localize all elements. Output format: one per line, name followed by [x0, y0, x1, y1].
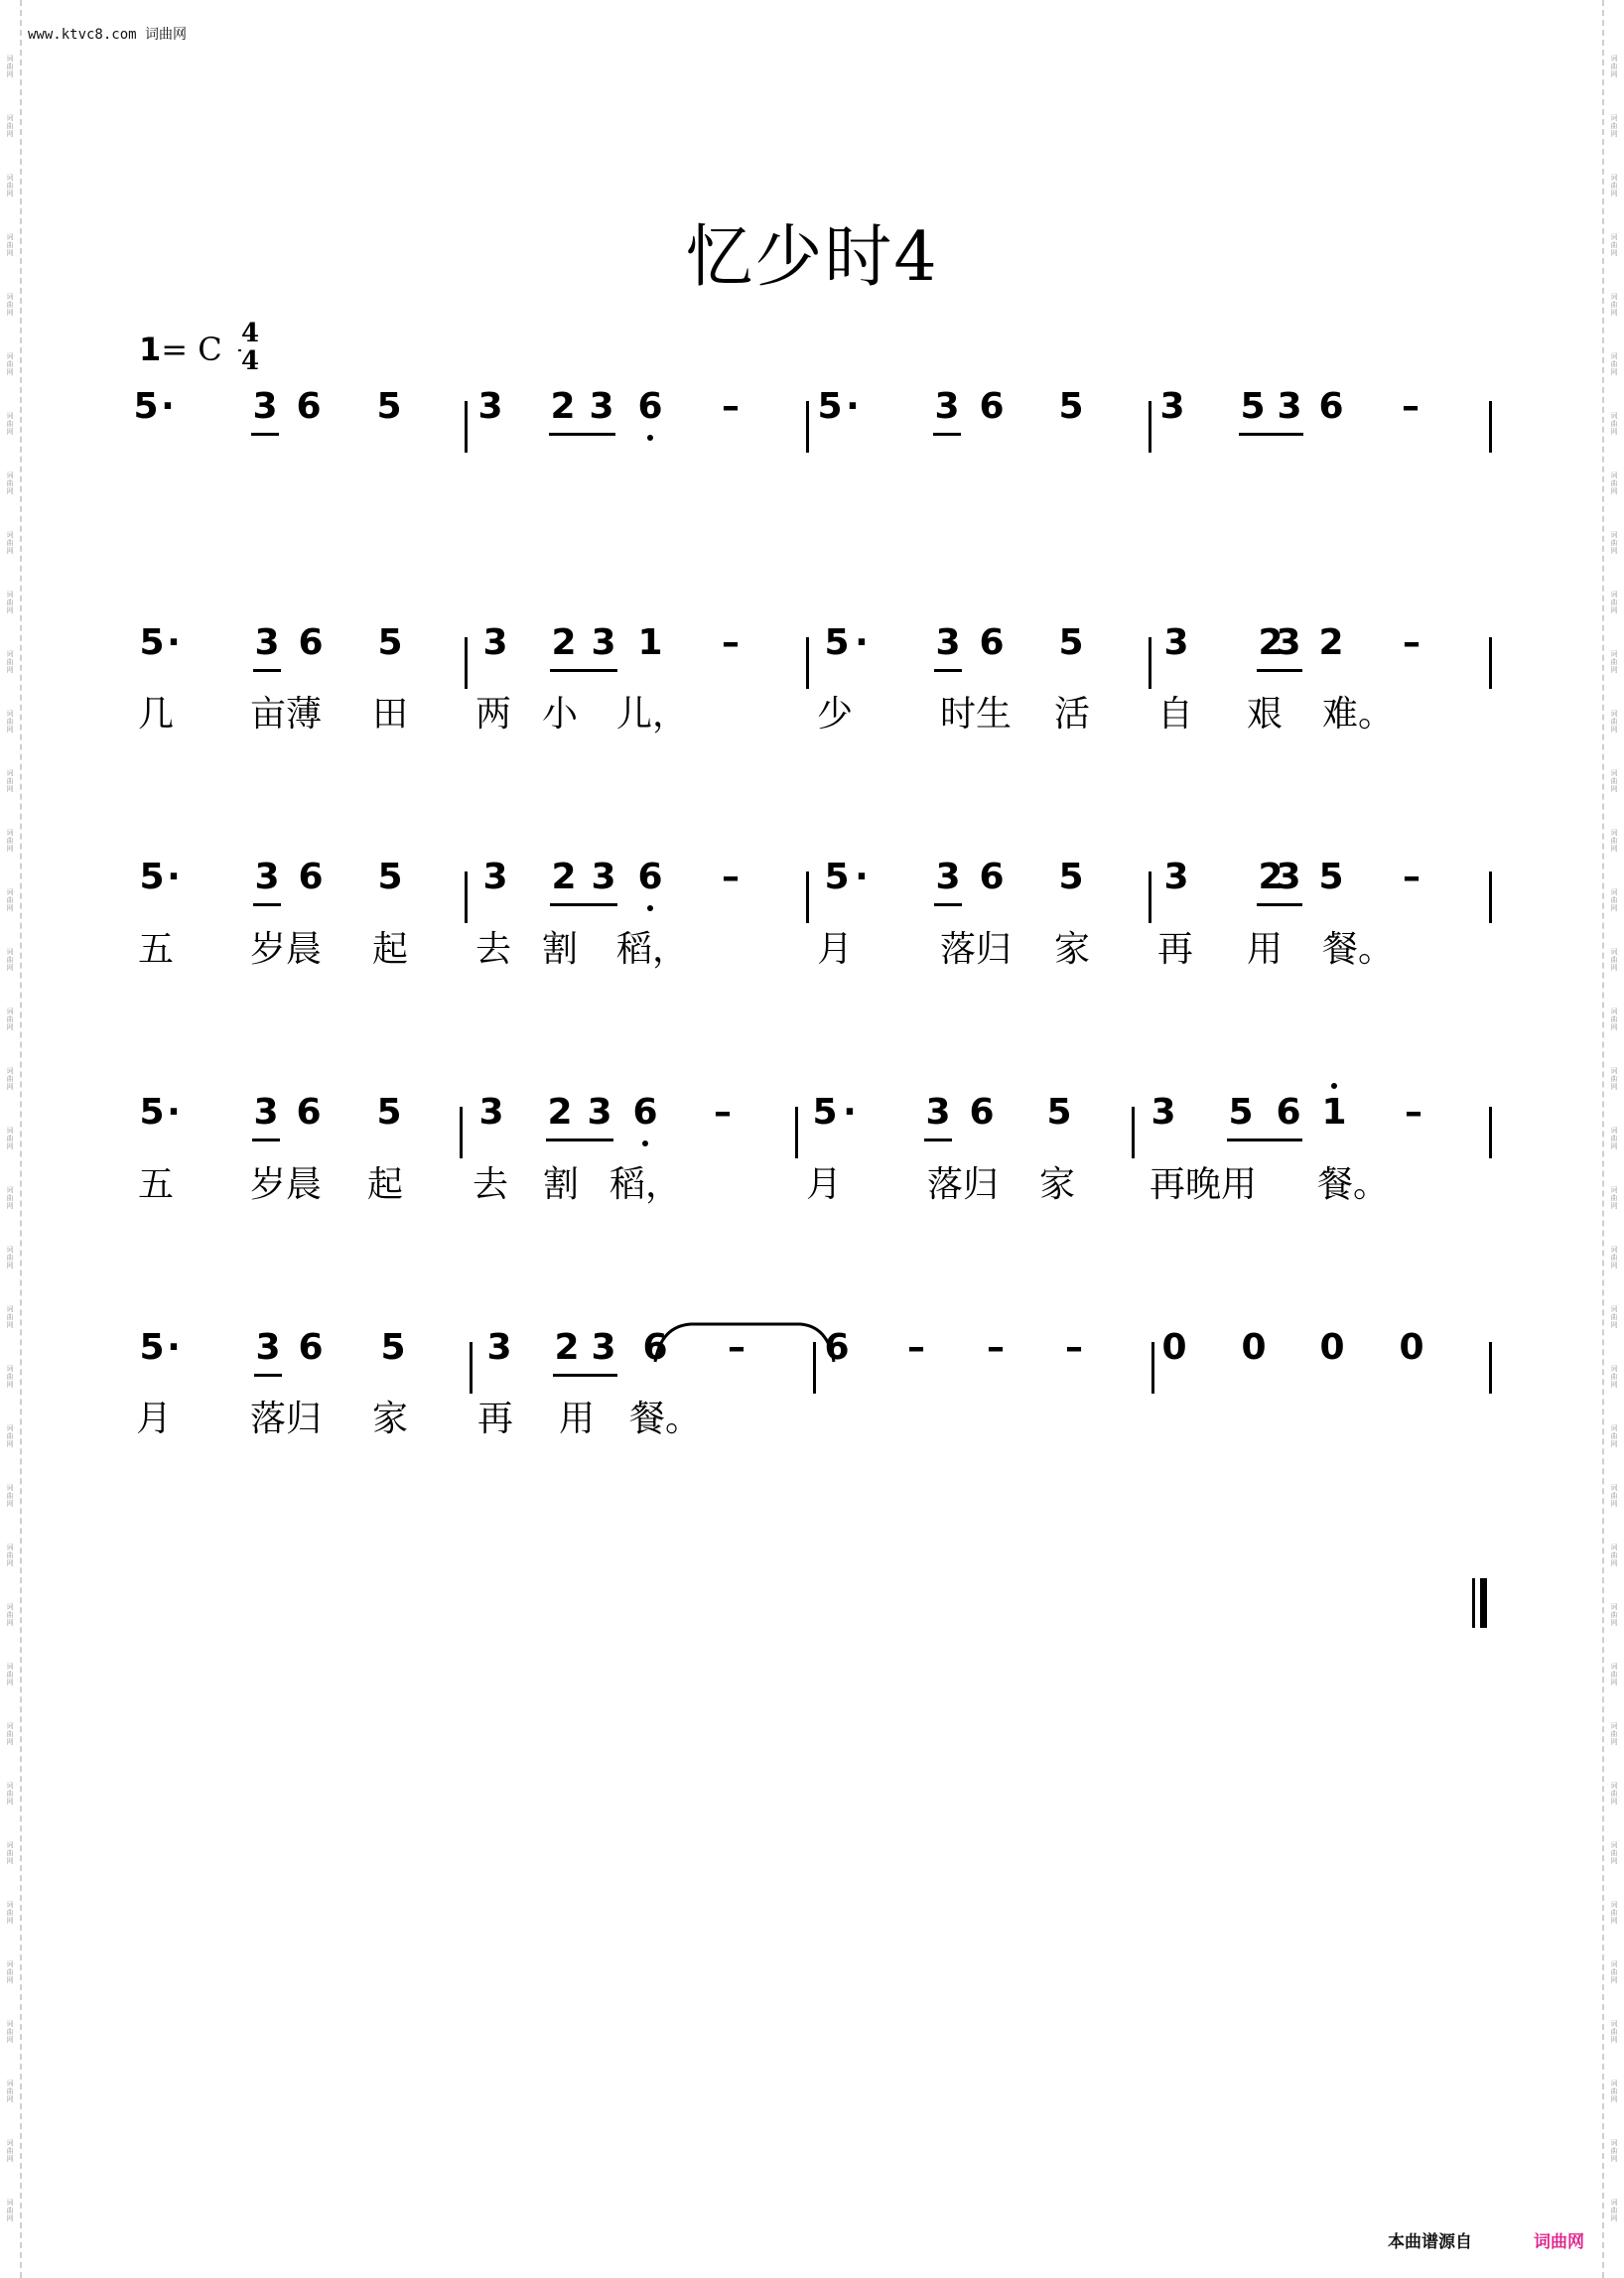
barline	[806, 401, 809, 453]
eighth-note-underline	[934, 903, 962, 906]
eighth-note-underline	[252, 1139, 280, 1141]
note: 3	[252, 386, 278, 427]
note: 3	[591, 857, 616, 897]
eighth-note-underline	[550, 669, 617, 672]
barline	[1489, 871, 1492, 923]
lyric-syllable: 儿，	[615, 694, 689, 735]
side-watermark-text: 词 曲 网	[6, 412, 14, 436]
note: 5	[817, 386, 843, 427]
note: 6	[637, 386, 663, 427]
eighth-note-underline	[251, 433, 279, 436]
note: 6	[296, 386, 322, 427]
side-watermark-text: 词 曲 网	[1610, 829, 1618, 853]
note: 3	[1163, 857, 1189, 897]
lyric-syllable: 难。	[1321, 694, 1395, 735]
side-watermark-text: 词 曲 网	[6, 2139, 14, 2163]
sustain-dash: –	[722, 622, 740, 663]
note: 5	[376, 1092, 402, 1133]
side-watermark-text: 词 曲 网	[1610, 1722, 1618, 1746]
side-watermark-text: 词 曲 网	[6, 650, 14, 674]
side-watermark-text: 词 曲 网	[6, 1663, 14, 1686]
lyric-syllable: 稻，	[615, 929, 689, 970]
side-watermark-text: 词 曲 网	[6, 1067, 14, 1091]
side-watermark-text: 词 曲 网	[1610, 650, 1618, 674]
note: 3	[477, 386, 503, 427]
lyric-syllable: 五	[137, 1164, 175, 1205]
side-watermark-text: 词 曲 网	[6, 2020, 14, 2044]
barline	[465, 401, 468, 453]
note: 0	[1319, 1327, 1345, 1368]
tie-arc	[651, 1318, 850, 1378]
side-watermark-text: 词 曲 网	[1610, 1782, 1618, 1806]
lyric-syllable: 用	[1246, 929, 1284, 970]
lyric-syllable: 用	[558, 1399, 596, 1439]
note: 0	[1399, 1327, 1424, 1368]
side-watermark-text: 词 曲 网	[6, 2199, 14, 2222]
side-watermark-text: 词 曲 网	[6, 769, 14, 793]
side-watermark-text: 词 曲 网	[6, 352, 14, 376]
barline	[1489, 637, 1492, 689]
side-watermark-text: 词 曲 网	[6, 1246, 14, 1270]
note: 5	[824, 857, 850, 897]
sustain-dash: –	[728, 1327, 745, 1368]
sustain-dash: –	[714, 1092, 732, 1133]
note: 5	[139, 857, 165, 897]
barline	[806, 637, 809, 689]
side-watermark-text: 词 曲 网	[1610, 710, 1618, 734]
side-watermark-text: 词 曲 网	[1610, 233, 1618, 257]
side-watermark-text: 词 曲 网	[1610, 1901, 1618, 1925]
note: 2	[1258, 857, 1284, 897]
note: 6	[298, 1327, 324, 1368]
note: 3	[1159, 386, 1185, 427]
lyric-syllable: 自	[1156, 694, 1194, 735]
note: 0	[1161, 1327, 1187, 1368]
sustain-dash: –	[1403, 857, 1421, 897]
note: 3	[589, 386, 614, 427]
side-watermark-text: 词 曲 网	[6, 1424, 14, 1448]
lyric-syllable: 月	[135, 1399, 173, 1439]
side-watermark-text: 词 曲 网	[6, 233, 14, 257]
augmentation-dot: ·	[855, 857, 869, 897]
lyric-syllable: 餐。	[1316, 1164, 1390, 1205]
barline	[460, 1107, 463, 1158]
note: 3	[935, 857, 961, 897]
side-watermark-text: 词 曲 网	[1610, 2020, 1618, 2044]
note: 2	[550, 386, 576, 427]
note: 2	[554, 1327, 580, 1368]
side-watermark-text: 词 曲 网	[1610, 769, 1618, 793]
lyric-syllable: 落归	[249, 1399, 323, 1439]
eighth-note-underline	[253, 903, 281, 906]
note: 3	[478, 1092, 504, 1133]
lyric-syllable: 割	[542, 1164, 580, 1205]
side-watermark-text: 词 曲 网	[1610, 591, 1618, 614]
lyric-syllable: 起	[366, 1164, 404, 1205]
note: 6	[637, 857, 663, 897]
note: 5	[1228, 1092, 1254, 1133]
side-watermark-text: 词 曲 网	[1610, 1186, 1618, 1210]
sustain-dash: –	[987, 1327, 1005, 1368]
side-watermark-text: 词 曲 网	[1610, 412, 1618, 436]
lyric-syllable: 小	[541, 694, 579, 735]
note: 6	[296, 1092, 322, 1133]
side-watermark-text: 词 曲 网	[6, 1007, 14, 1031]
side-watermark-text: 词 曲 网	[1610, 1960, 1618, 1984]
note: 5	[1318, 857, 1344, 897]
side-watermark-text: 词 曲 网	[1610, 1603, 1618, 1627]
barline	[795, 1107, 798, 1158]
note: 3	[482, 857, 508, 897]
note: 2	[1258, 622, 1284, 663]
augmentation-dot: ·	[167, 622, 181, 663]
side-watermark-text: 词 曲 网	[6, 1841, 14, 1865]
note: 6	[979, 622, 1005, 663]
note: 5	[133, 386, 159, 427]
note: 3	[1276, 857, 1301, 897]
side-watermark-text: 词 曲 网	[6, 888, 14, 912]
side-watermark-text: 词 曲 网	[1610, 1484, 1618, 1508]
footer-site-link[interactable]: 词曲网	[1534, 2232, 1584, 2252]
eighth-note-underline	[553, 1374, 617, 1377]
note: 6	[642, 1327, 668, 1368]
side-watermark-text: 词 曲 网	[1610, 55, 1618, 78]
note: 3	[255, 1327, 281, 1368]
lyric-syllable: 岁晨	[249, 1164, 323, 1205]
augmentation-dot: ·	[843, 1092, 857, 1133]
lyric-syllable: 岁晨	[249, 929, 323, 970]
note: 5	[824, 622, 850, 663]
lyric-syllable: 餐。	[628, 1399, 702, 1439]
sustain-dash: –	[907, 1327, 925, 1368]
side-watermark-text: 词 曲 网	[1610, 174, 1618, 198]
barline	[1489, 401, 1492, 453]
note: 3	[935, 622, 961, 663]
eighth-note-underline	[254, 1374, 282, 1377]
lyric-syllable: 家	[1053, 929, 1091, 970]
barline	[470, 1342, 473, 1394]
side-watermark-text: 词 曲 网	[6, 948, 14, 972]
note: 3	[1277, 386, 1302, 427]
barline	[1149, 637, 1151, 689]
note: 6	[632, 1092, 658, 1133]
side-watermark-text: 词 曲 网	[6, 591, 14, 614]
note: 5	[1240, 386, 1266, 427]
note: 3	[253, 1092, 279, 1133]
eighth-note-underline	[1227, 1139, 1302, 1141]
note: 6	[979, 857, 1005, 897]
side-watermark-text: 词 曲 网	[1610, 1663, 1618, 1686]
side-watermark-text: 词 曲 网	[1610, 888, 1618, 912]
side-watermark-text: 词 曲 网	[6, 293, 14, 317]
side-watermark-text: 词 曲 网	[6, 1603, 14, 1627]
side-watermark-text: 词 曲 网	[1610, 531, 1618, 555]
side-watermark-text: 词 曲 网	[1610, 352, 1618, 376]
side-watermark-text: 词 曲 网	[6, 114, 14, 138]
barline	[465, 871, 468, 923]
lyric-syllable: 落归	[939, 929, 1013, 970]
side-watermark-text: 词 曲 网	[6, 1782, 14, 1806]
side-watermark-text: 词 曲 网	[1610, 293, 1618, 317]
note: 5	[812, 1092, 838, 1133]
lyric-syllable: 五	[137, 929, 175, 970]
note: 6	[1318, 386, 1344, 427]
lower-octave-dot	[642, 1140, 648, 1146]
note: 6	[969, 1092, 995, 1133]
note: 2	[551, 622, 577, 663]
augmentation-dot: ·	[855, 622, 869, 663]
side-watermark-text: 词 曲 网	[1610, 1127, 1618, 1150]
side-watermark-text: 词 曲 网	[6, 1127, 14, 1150]
note: 1	[1321, 1092, 1347, 1133]
note: 6	[1276, 1092, 1301, 1133]
side-watermark-text: 词 曲 网	[1610, 1543, 1618, 1567]
barline	[465, 637, 468, 689]
side-watermark-text: 词 曲 网	[1610, 948, 1618, 972]
note: 3	[1276, 622, 1301, 663]
side-watermark-text: 词 曲 网	[6, 2079, 14, 2103]
lyric-syllable: 去	[472, 1164, 509, 1205]
lower-octave-dot	[647, 435, 653, 441]
barline	[1132, 1107, 1135, 1158]
lyric-syllable: 起	[371, 929, 409, 970]
header-url[interactable]: www.ktvc8.com 词曲网	[28, 27, 188, 43]
barline	[1151, 1342, 1154, 1394]
side-watermark-text: 词 曲 网	[1610, 1246, 1618, 1270]
note: 5	[380, 1327, 406, 1368]
key-tonic: 1	[139, 331, 162, 368]
augmentation-dot: ·	[167, 857, 181, 897]
lyric-syllable: 时生	[939, 694, 1013, 735]
final-barline	[1472, 1578, 1488, 1628]
note: 5	[139, 1092, 165, 1133]
upper-octave-dot	[1331, 1083, 1337, 1089]
note: 5	[376, 386, 402, 427]
lyric-syllable: 月	[805, 1164, 843, 1205]
lyric-syllable: 两	[474, 694, 512, 735]
sustain-dash: –	[722, 386, 740, 427]
augmentation-dot: ·	[167, 1327, 181, 1368]
side-watermark-text: 词 曲 网	[6, 710, 14, 734]
side-watermark-text: 词 曲 网	[6, 1484, 14, 1508]
note: 3	[591, 1327, 616, 1368]
note: 2	[547, 1092, 573, 1133]
lyric-syllable: 餐。	[1321, 929, 1395, 970]
eighth-note-underline	[933, 433, 961, 436]
lyric-syllable: 田	[371, 694, 409, 735]
note: 3	[587, 1092, 612, 1133]
side-watermark-text: 词 曲 网	[6, 1901, 14, 1925]
barline	[806, 871, 809, 923]
note: 5	[1058, 386, 1084, 427]
side-watermark-text: 词 曲 网	[1610, 1305, 1618, 1329]
side-watermark-text: 词 曲 网	[6, 531, 14, 555]
note: 3	[591, 622, 616, 663]
lyric-syllable: 稻，	[609, 1164, 682, 1205]
lyric-syllable: 家	[371, 1399, 409, 1439]
barline	[1489, 1107, 1492, 1158]
eighth-note-underline	[546, 1139, 613, 1141]
eighth-note-underline	[924, 1139, 952, 1141]
lyric-syllable: 亩薄	[249, 694, 323, 735]
side-watermark-text: 词 曲 网	[6, 1305, 14, 1329]
lyric-syllable: 活	[1053, 694, 1091, 735]
note: 2	[1318, 622, 1344, 663]
note: 3	[1150, 1092, 1176, 1133]
lyric-syllable: 月	[816, 929, 854, 970]
lyric-syllable: 少	[816, 694, 854, 735]
side-watermark-text: 词 曲 网	[1610, 2139, 1618, 2163]
eighth-note-underline	[549, 433, 615, 436]
note: 0	[1241, 1327, 1267, 1368]
note: 3	[254, 622, 280, 663]
augmentation-dot: ·	[161, 386, 175, 427]
lyric-syllable: 艰	[1246, 694, 1284, 735]
sustain-dash: –	[1403, 622, 1421, 663]
lyric-syllable: 家	[1038, 1164, 1076, 1205]
lyric-syllable: 几	[137, 694, 175, 735]
eighth-note-underline	[1239, 433, 1303, 436]
key-equals: =	[161, 331, 189, 368]
lyric-syllable: 割	[541, 929, 579, 970]
note: 6	[298, 857, 324, 897]
barline	[1489, 1342, 1492, 1394]
eighth-note-underline	[934, 669, 962, 672]
side-watermark-text: 词 曲 网	[1610, 1067, 1618, 1091]
note: 3	[482, 622, 508, 663]
note: 1	[637, 622, 663, 663]
lyric-syllable: 再	[1156, 929, 1194, 970]
side-watermark-text: 词 曲 网	[1610, 2199, 1618, 2222]
note: 5	[1046, 1092, 1072, 1133]
note: 3	[254, 857, 280, 897]
side-watermark-text: 词 曲 网	[6, 1722, 14, 1746]
note: 6	[824, 1327, 850, 1368]
side-watermark-text: 词 曲 网	[1610, 2079, 1618, 2103]
side-watermark-text: 词 曲 网	[1610, 1365, 1618, 1389]
time-signature-denominator: 4	[240, 346, 260, 376]
lyric-syllable: 落归	[926, 1164, 1000, 1205]
side-watermark-text: 词 曲 网	[1610, 114, 1618, 138]
side-watermark-text: 词 曲 网	[6, 1365, 14, 1389]
time-signature-numerator: 4	[240, 319, 260, 348]
lyric-syllable: 再	[476, 1399, 514, 1439]
note: 2	[551, 857, 577, 897]
note: 5	[1058, 622, 1084, 663]
note: 3	[925, 1092, 951, 1133]
side-watermark-text: 词 曲 网	[6, 471, 14, 495]
note: 3	[486, 1327, 512, 1368]
note: 5	[139, 622, 165, 663]
augmentation-dot: ·	[167, 1092, 181, 1133]
page-title: 忆少时4	[685, 218, 939, 297]
sustain-dash: –	[722, 857, 740, 897]
footer-source-label: 本曲谱源自	[1388, 2232, 1472, 2252]
side-watermark-text: 词 曲 网	[1610, 471, 1618, 495]
side-watermark-text: 词 曲 网	[1610, 1841, 1618, 1865]
note: 6	[298, 622, 324, 663]
side-watermark-text: 词 曲 网	[6, 1186, 14, 1210]
eighth-note-underline	[550, 903, 617, 906]
barline	[1149, 871, 1151, 923]
key-name: C	[198, 331, 222, 368]
sustain-dash: –	[1065, 1327, 1083, 1368]
side-watermark-text: 词 曲 网	[6, 829, 14, 853]
note: 6	[979, 386, 1005, 427]
side-watermark-text: 词 曲 网	[6, 55, 14, 78]
lower-octave-dot	[647, 905, 653, 911]
augmentation-dot: ·	[846, 386, 860, 427]
side-watermark-text: 词 曲 网	[1610, 1424, 1618, 1448]
note: 5	[377, 622, 403, 663]
lyric-syllable: 去	[474, 929, 512, 970]
note: 3	[1163, 622, 1189, 663]
barline	[1149, 401, 1151, 453]
eighth-note-underline	[1257, 669, 1302, 672]
note: 3	[934, 386, 960, 427]
side-watermark-text: 词 曲 网	[6, 174, 14, 198]
eighth-note-underline	[253, 669, 281, 672]
note: 5	[377, 857, 403, 897]
note: 5	[1058, 857, 1084, 897]
note: 5	[139, 1327, 165, 1368]
side-watermark-text: 词 曲 网	[6, 1543, 14, 1567]
side-watermark-text: 词 曲 网	[6, 1960, 14, 1984]
eighth-note-underline	[1257, 903, 1302, 906]
side-watermark-text: 词 曲 网	[1610, 1007, 1618, 1031]
sustain-dash: –	[1405, 1092, 1422, 1133]
sustain-dash: –	[1402, 386, 1420, 427]
lyric-syllable: 再晚用	[1149, 1164, 1258, 1205]
